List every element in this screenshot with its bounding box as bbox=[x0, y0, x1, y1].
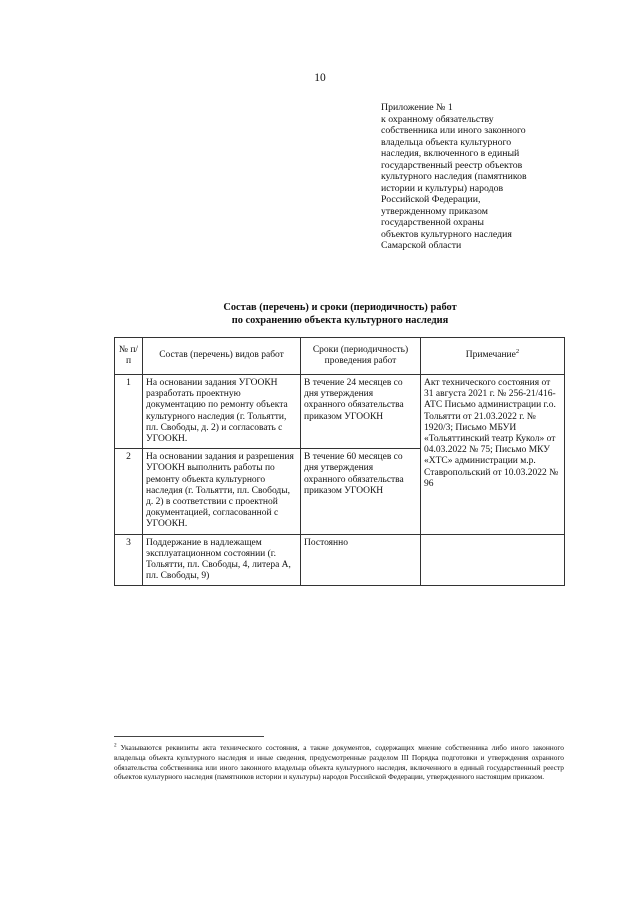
row-works: Поддержание в надлежащем эксплуатационном состоянии (г. Тольятти, пл. Свободы, 4, литера А, пл. Свободы, 9) bbox=[143, 534, 301, 586]
footnote-mark: 2 bbox=[114, 742, 117, 749]
page-number: 10 bbox=[314, 72, 326, 84]
annex-line: Самарской области bbox=[381, 240, 462, 251]
row-note: Акт технического состояния от 31 августа 2021 г. № 256-21/416-АТС Письмо администрации г.о. Тольятти от 21.03.2022 г. № 1920/3; Письмо МБУИ «Тольяттинский театр Кукол» от 04.03.2022 № 75; Письмо МКУ «ХТС» администрации м.р. Ставропольский от 10.03.2022 № 96 bbox=[421, 375, 565, 535]
row-note-empty bbox=[421, 534, 565, 586]
row-works: На основании задания УГООКН разработать проектную документацию по ремонту объекта культурного наследия (г. Тольятти, пл. Свободы, д. 2) и согласовать с УГООКН. bbox=[143, 375, 301, 449]
row-terms: Постоянно bbox=[301, 534, 421, 586]
header-works: Состав (перечень) видов работ bbox=[143, 338, 301, 375]
annex-line: утвержденному приказом bbox=[381, 205, 488, 217]
footnote-divider bbox=[114, 736, 264, 737]
annex-line: культурного наследия (памятников bbox=[381, 171, 527, 182]
works-table bbox=[114, 337, 565, 586]
header-note-label: Примечание bbox=[465, 350, 516, 361]
title-line: по сохранению объекта культурного наследия bbox=[231, 314, 449, 326]
table-header-row bbox=[115, 338, 565, 375]
table-row bbox=[115, 534, 565, 586]
annex-line: истории и культуры) народов bbox=[381, 182, 504, 194]
title-line: Состав (перечень) и сроки (периодичность) работ bbox=[223, 302, 457, 313]
annex-line: владельца объекта культурного bbox=[381, 136, 512, 148]
row-number: 2 bbox=[115, 449, 143, 534]
annex-line: к охранному обязательству bbox=[381, 113, 494, 125]
annex-line: Приложение № 1 bbox=[381, 102, 453, 113]
footnote-ref: 2 bbox=[515, 348, 520, 356]
row-number: 1 bbox=[115, 375, 143, 449]
annex-heading bbox=[381, 102, 591, 252]
row-number: 3 bbox=[115, 534, 143, 586]
footnote-text: Указываются реквизиты акта технического состояния, а также документов, содержащих мнение собственника либо иного законного владельца объекта культурного наследия и иные сведения, предусмотренные разделом III Порядка подготовки и утверждения охранного обязательства собственника или иного законного владельца объекта культурного наследия, включенного в единый государственный реестр объектов культурного наследия (памятников истории и культуры) народов Российской Федерации, утвержденного настоящим приказом. bbox=[114, 743, 564, 782]
annex-line: объектов культурного наследия bbox=[381, 228, 512, 240]
header-note bbox=[421, 338, 565, 375]
annex-line: государственной охраны bbox=[381, 217, 484, 228]
header-number: № п/п bbox=[115, 338, 143, 375]
row-terms: В течение 24 месяцев со дня утверждения охранного обязательства приказом УГООКН bbox=[301, 375, 421, 449]
row-terms: В течение 60 месяцев со дня утверждения охранного обязательства приказом УГООКН bbox=[301, 449, 421, 534]
annex-line: государственный реестр объектов bbox=[381, 159, 523, 171]
footnote bbox=[114, 743, 564, 782]
row-works: На основании задания и разрешения УГООКН выполнить работы по ремонту объекта культурного наследия (г. Тольятти, пл. Свободы, д. 2) в соответствии с проектной документацией, согласованной с УГООКН. bbox=[143, 449, 301, 534]
annex-line: собственника или иного законного bbox=[381, 125, 526, 136]
header-terms: Сроки (периодичность) проведения работ bbox=[301, 338, 421, 375]
table-row bbox=[115, 375, 565, 449]
document-title bbox=[120, 302, 560, 327]
annex-line: Российской Федерации, bbox=[381, 194, 481, 205]
annex-line: наследия, включенного в единый bbox=[381, 148, 520, 159]
